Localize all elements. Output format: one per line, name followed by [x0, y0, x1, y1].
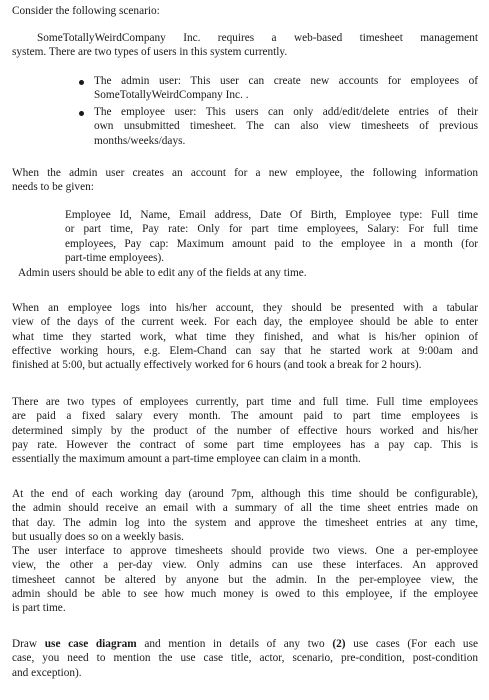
- bullet-dot-2: [79, 111, 84, 116]
- types-line-3: determined simply by the product of the number of effective hours worked and his/her: [12, 424, 478, 437]
- task-post: use cases (For each use: [345, 638, 478, 650]
- intro-line-1: SomeTotallyWeirdCompany Inc. requires a web-based timesheet management: [37, 32, 478, 44]
- admin-create-paragraph: [12, 166, 478, 195]
- fields-line-4: part-time employees).: [65, 251, 165, 264]
- bullet-1: [94, 74, 478, 103]
- bullet-2: [94, 105, 478, 148]
- email-line-7: timesheet cannot be altered by anyone but the admin. In the per-employee view, the: [12, 573, 478, 586]
- task-bold-use-case-diagram: use case diagram: [44, 638, 137, 650]
- bullet-2-line-3: months/weeks/days.: [94, 134, 186, 147]
- email-line-6: view, the other a per-day view. Only admins can use these interfaces. An approved: [12, 559, 478, 572]
- types-line-2: are paid a fixed salary every month. The amount paid to part time employees is: [12, 410, 478, 423]
- fields-line-2: or part time, Pay rate: Only for part time employees, Salary: For full time: [65, 223, 478, 236]
- admin-create-line-2: needs to be given:: [12, 181, 94, 194]
- intro-line-2: system. There are two types of users in this system currently.: [12, 46, 288, 59]
- task-pre: Draw: [12, 638, 45, 650]
- types-paragraph: [12, 395, 478, 466]
- fields-line-1: Employee Id, Name, Email address, Date Of Birth, Employee type: Full time: [65, 209, 478, 221]
- email-line-4: but usually does so on a weekly basis.: [12, 530, 184, 543]
- bullet-2-line-2: own unsubmitted timesheet. The can also view timesheets of previous: [94, 120, 478, 133]
- bullet-2-line-1: The employee user: This users can only add/edit/delete entries of their: [94, 106, 478, 118]
- email-line-5: The user interface to approve timesheets should provide two views. One a per-employee: [12, 545, 478, 558]
- fields-paragraph: [65, 208, 478, 265]
- heading-text: Consider the following scenario:: [12, 5, 160, 17]
- email-line-2: the admin should receive an email with a summary of all the time sheet entries made on: [12, 502, 478, 515]
- fields-line-3: employees, Pay cap: Maximum amount paid to the employee in a month (for: [65, 237, 478, 250]
- email-line-1: At the end of each working day (around 7pm, although this time should be configurable),: [12, 488, 478, 500]
- bullet-1-line-1: The admin user: This user can create new accounts for employees of: [94, 75, 478, 87]
- login-line-2: view of the days of the current week. For each day, the employee should be able to enter: [12, 316, 478, 329]
- task-line-2: case, you need to mention the use case title, actor, scenario, pre-condition, post-condition: [12, 652, 478, 665]
- login-line-3: what time they started work, what time they finished, and what is his/her opinion of: [12, 330, 478, 343]
- intro-paragraph: [12, 31, 478, 60]
- email-line-3: that day. The admin log into the system and approve the timesheet entries at any time,: [12, 516, 478, 529]
- login-line-5: finished at 5:00, but actually effectively worked for 6 hours (and took a break for 2 hours).: [12, 359, 422, 372]
- bullet-dot-1: [79, 80, 84, 85]
- admin-create-line-1: When the admin user creates an account for a new employee, the following information: [12, 167, 478, 179]
- login-line-1: When an employee logs into his/her account, they should be presented with a tabular: [12, 302, 478, 314]
- email-paragraph: [12, 487, 478, 616]
- email-line-8: admin should be able to see how much money is owed to this employee, if the employee: [12, 588, 478, 601]
- types-line-5: essentially the maximum amount a part-time employee can claim in a month.: [12, 453, 361, 466]
- task-mid: and mention in details of any two: [136, 638, 333, 650]
- bullet-1-line-2: SomeTotallyWeirdCompany Inc. .: [94, 89, 249, 102]
- task-bold-count: (2): [332, 638, 346, 650]
- heading: [12, 4, 312, 18]
- task-paragraph: [12, 637, 478, 680]
- admin-edit-paragraph: [18, 266, 478, 280]
- admin-edit-line: Admin users should be able to edit any of the fields at any time.: [18, 267, 307, 279]
- email-line-9: is part time.: [12, 602, 66, 615]
- types-line-4: pay rate. However the contract of some part time employees has a pay cap. This is: [12, 438, 478, 451]
- types-line-1: There are two types of employees currently, part time and full time. Full time employees: [12, 396, 478, 408]
- login-line-4: effective working hours, e.g. Elem-Chand can say that he started work at 9:00am and: [12, 344, 478, 357]
- task-line-3: and exception).: [12, 666, 82, 679]
- login-paragraph: [12, 301, 478, 372]
- task-line-1: [12, 637, 478, 651]
